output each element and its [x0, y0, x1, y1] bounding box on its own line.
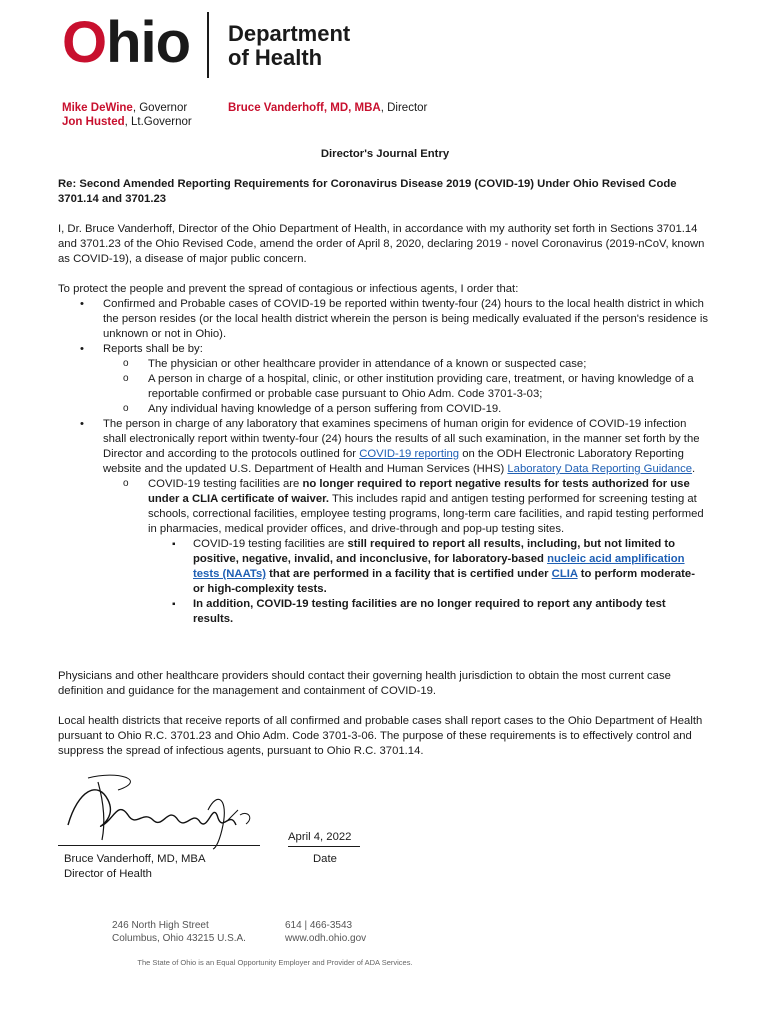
- director-title: , Director: [380, 102, 428, 114]
- lt-governor-title: , Lt.Governor: [124, 116, 192, 128]
- local-districts-paragraph: Local health districts that receive reports of all confirmed and probable cases shall report cases to the Ohio Department of Health pursuant to Ohio R.C. 3701.23 and Ohio Adm. Code 3701-3-06. The purpose of these requirements is to effectively control and suppress the spread of infectious agents, pursuant to Ohio R.C. 3701.14.: [58, 715, 703, 757]
- signatory-block: [64, 852, 205, 882]
- clia-link[interactable]: CLIA: [551, 568, 578, 580]
- dept-line-2: of Health: [228, 45, 323, 70]
- director-header: [228, 101, 427, 115]
- page-title: Director's Journal Entry: [320, 148, 450, 160]
- list-item: [103, 357, 708, 372]
- lt-governor-name: Jon Husted: [62, 116, 125, 128]
- tertiary-bold: that are performed in a facility that is certified under: [266, 568, 552, 580]
- dept-line-1: Department: [228, 21, 351, 46]
- logo-o-letter: O: [62, 10, 107, 75]
- logo-hio-letters: hio: [106, 10, 191, 75]
- order-lead: To protect the people and prevent the spread of contagious or infectious agents, I order that:: [58, 283, 519, 295]
- governor-title: , Governor: [132, 102, 188, 114]
- list-item: [148, 537, 708, 597]
- signature-line: [58, 845, 260, 846]
- list-item: [58, 417, 708, 627]
- order-section: [58, 282, 708, 627]
- date-line: [288, 846, 360, 847]
- sub-bullet-text: A person in charge of a hospital, clinic, or other institution providing care, treatment, or having knowledge of a reportable confirmed or probable case pursuant to Ohio Adm. Code 3701-3-03;: [148, 373, 694, 400]
- bullet-text: .: [692, 463, 696, 475]
- signature-date: April 4, 2022: [288, 831, 352, 843]
- signatory-name: Bruce Vanderhoff, MD, MBA: [64, 853, 206, 865]
- sub-bullet-bold: no longer required to report negative results for tests authorized for use under a CLIA certificate of waiver.: [148, 478, 690, 505]
- governor-name: Mike DeWine: [62, 102, 133, 114]
- list-item: [103, 372, 708, 402]
- list-item: [58, 297, 708, 342]
- tertiary-text: COVID-19 testing facilities are: [193, 538, 348, 550]
- list-item: [148, 597, 708, 627]
- director-name: Bruce Vanderhoff, MD, MBA: [228, 102, 381, 114]
- sub-bullet-text: COVID-19 testing facilities are: [148, 478, 303, 490]
- bullet-text: Confirmed and Probable cases of COVID-19 be reported within twenty-four (24) hours to the local health district in which the person resides (or the local health district wherein the person is being medically evaluated if the person's residence is unknown or not in Ohio).: [103, 298, 708, 340]
- list-item: [58, 342, 708, 417]
- signatory-role: Director of Health: [64, 868, 152, 880]
- bullet-text: on the ODH Electronic Laboratory Reporting website and the updated U.S. Department of Health and Human Services (HHS): [103, 448, 684, 475]
- ohio-logo: [62, 10, 191, 75]
- address-line-1: 246 North High Street: [112, 920, 209, 931]
- tertiary-bold: to perform moderate- or high-complexity tests.: [193, 568, 695, 595]
- signature-image: [58, 770, 258, 850]
- intro-paragraph: I, Dr. Bruce Vanderhoff, Director of the Ohio Department of Health, in accordance with my authority set forth in Sections 3701.14 and 3701.23 of the Ohio Revised Code, amend the order of April 8, 2020, declaring 2019 - novel Coronavirus (2019-nCoV, known as COVID-19), a disease of major public concern.: [58, 223, 705, 265]
- bullet-text: Reports shall be by:: [103, 343, 203, 355]
- department-name: [228, 22, 350, 70]
- bullet-text: The person in charge of any laboratory that examines specimens of human origin for evidence of COVID-19 infection shall electronically report within twenty-four (24) hours the results of all such examination, in the manner set forth by the Director and according to the protocols outlined for: [103, 418, 700, 460]
- re-line: Re: Second Amended Reporting Requirements for Coronavirus Disease 2019 (COVID-19) Under Ohio Revised Code 3701.14 and 3701.23: [58, 178, 677, 205]
- list-item: [103, 402, 708, 417]
- footer-address: [112, 919, 246, 945]
- eeo-statement: The State of Ohio is an Equal Opportunity Employer and Provider of ADA Services.: [137, 958, 413, 967]
- sub-bullet-text: Any individual having knowledge of a person suffering from COVID-19.: [148, 403, 502, 415]
- naat-link[interactable]: nucleic acid amplification tests (NAATs): [193, 553, 685, 580]
- lab-data-guidance-link[interactable]: Laboratory Data Reporting Guidance: [507, 463, 693, 475]
- physicians-paragraph: Physicians and other healthcare providers should contact their governing health jurisdiction to obtain the most current case definition and guidance for the management and containment of COVID-19.: [58, 670, 671, 697]
- covid-reporting-link[interactable]: COVID-19 reporting: [359, 448, 460, 460]
- list-item: [103, 477, 708, 627]
- date-label: Date: [313, 853, 337, 865]
- footer-website: www.odh.ohio.gov: [285, 933, 367, 944]
- footer-phone: 614 | 466-3543: [285, 920, 353, 931]
- logo-divider: [207, 12, 209, 78]
- address-line-2: Columbus, Ohio 43215 U.S.A.: [112, 933, 246, 944]
- governor-block: [62, 101, 192, 129]
- tertiary-bold: In addition, COVID-19 testing facilities are no longer required to report any antibody test results.: [193, 598, 666, 625]
- sub-bullet-text: The physician or other healthcare provider in attendance of a known or suspected case;: [148, 358, 587, 370]
- sub-bullet-text: This includes rapid and antigen testing performed for screening testing at schools, correctional facilities, employee testing programs, long-term care facilities, and rapid testing performed in pharmacies, medical provider offices, and drive-through and pop-up testing sites.: [148, 493, 704, 535]
- tertiary-bold: still required to report all results, including, but not limited to positive, negative, invalid, and inconclusive, for laboratory-based: [193, 538, 676, 565]
- footer-contact: [285, 919, 366, 945]
